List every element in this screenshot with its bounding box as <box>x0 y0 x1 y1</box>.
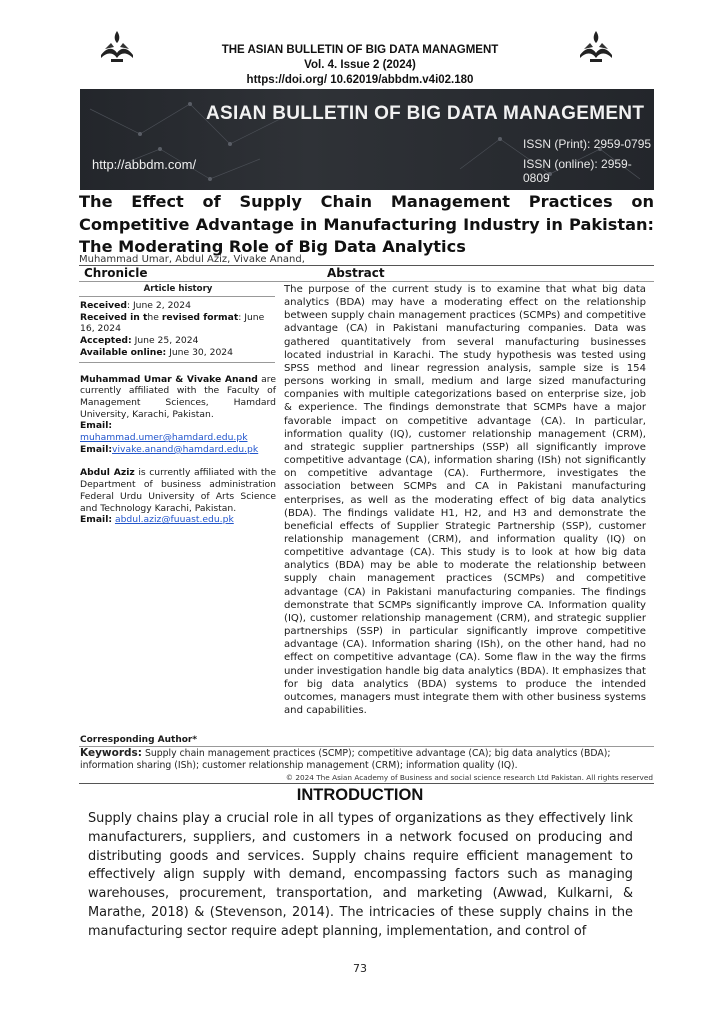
banner-title: ASIAN BULLETIN OF BIG DATA MANAGEMENT <box>206 103 645 124</box>
banner-url[interactable]: http://abbdm.com/ <box>92 157 197 172</box>
page-number: 73 <box>353 962 367 975</box>
banner-issn-online: ISSN (online): 2959-0809 <box>523 157 632 185</box>
corresponding-author: Corresponding Author* <box>80 735 198 745</box>
author1b-email: Email:vivake.anand@hamdard.edu.pk <box>80 443 259 455</box>
keywords-text: Supply chain management practices (SCMP); competitive advantage (CA); big data analytics (BDA); information sharing (ISh); customer relationship management (CRM); information quality (IQ). <box>80 748 611 772</box>
article-title: The Effect of Supply Chain Management Practices on Competitive Advantage in Manufacturing Industry in Pakistan: The Moderating Role of Big Data Analytics <box>79 192 654 256</box>
email-link-aziz[interactable]: abdul.aziz@fuuast.edu.pk <box>114 514 234 526</box>
chronicle-heading: Chronicle <box>84 266 148 280</box>
lamp-logo-right-icon <box>576 29 616 65</box>
keywords-label: Keywords: <box>80 747 142 759</box>
lamp-logo-left-icon <box>97 29 137 65</box>
author1-email-label: Email: <box>80 420 113 432</box>
copyright: © 2024 The Asian Academy of Business and social science research Ltd Pakistan. All rights reserved <box>285 773 653 782</box>
divider-heading <box>79 281 654 282</box>
divider-bottom <box>79 783 654 784</box>
journal-name: THE ASIAN BULLETIN OF BIG DATA MANAGMENT <box>221 44 499 56</box>
received-line: Received: June 2, 2024 <box>80 300 191 311</box>
email-link-anand[interactable]: vivake.anand@hamdard.edu.pk <box>112 443 259 455</box>
divider-history-bottom <box>79 362 275 363</box>
revised-line: Received in the revised format: June 16, 2024 <box>80 311 265 335</box>
introduction-text: Supply chains play a crucial role in all types of organizations as they effectively link manufacturers, suppliers, and customers in a network focused on producing and distributing goods and services. Supply chains require efficient management to effectively align supply with demand, encompassing factors such as managing warehouses, procurement, transportation, and marketing (Awwad, Kulkarni, & Marathe, 2018) & (Stevenson, 2014). The intricacies of these supply chains in the manufacturing sector require adept planning, implementation, and control of <box>88 811 633 939</box>
introduction-heading: INTRODUCTION <box>296 786 424 804</box>
author1-email <box>80 432 276 444</box>
journal-doi[interactable]: https://doi.org/ 10.62019/abbdm.v4i02.180 <box>246 74 474 86</box>
accepted-line: Accepted: June 25, 2024 <box>80 335 199 347</box>
email-link-umar[interactable]: muhammad.umer@hamdard.edu.pk <box>80 432 248 444</box>
author1-affiliation: Muhammad Umar & Vivake Anand are currently affiliated with the Faculty of Management Sciences, Hamdard University, Karachi, Pakistan. <box>80 373 276 420</box>
journal-volume: Vol. 4. Issue 2 (2024) <box>304 59 416 71</box>
journal-banner <box>80 89 654 190</box>
author2-email: Email: abdul.aziz@fuuast.edu.pk <box>80 514 234 526</box>
banner-issn-print: ISSN (Print): 2959-0795 <box>523 137 652 151</box>
article-authors: Muhammad Umar, Abdul Aziz, Vivake Anand, <box>79 254 305 265</box>
divider-history <box>79 296 275 297</box>
abstract-heading: Abstract <box>327 266 385 280</box>
chronicle-column <box>80 284 276 526</box>
keywords <box>80 747 654 772</box>
abstract-text: The purpose of the current study is to examine that what big data analytics (BDA) may have a moderating effect on the relationship between supply chain management practices (SCMPs) and competitive advantage (CA) in Pakistani manufacturing companies. Data was gathered quantitatively from several manufacturing businesses located industrial in Karachi. The study hypothesis was tested using SPSS method and linear regression analysis, sample size is 154 persons working in small, medium and large sized manufacturing companies with multiple categorizations based on enterprise size, job & experience. The findings demonstrate that SCMPs have a major favorable impact on competitive advantage (CA). In particular, information quality (IQ), customer relationship management (CRM), and strategic supplier partnerships (SSP) all significantly improve competitive advantage (CA), information sharing (ISh) not significantly on competitive advantage (CA). Furthermore, investigates the association between SCMPs and CA in Pakistani manufacturing enterprises, as well as the moderating effect of big data analytics (BDA). The findings validate H1, H2, and H3 and demonstrate the beneficial effects of Supplier Strategic Partnership (SSP), customer relationship management (CRM), and information quality (IQ) on competitive advantage (CA). This study is to look at how big data analytics (BDA) may be able to moderate the relationship between supply chain management practices (SCMPs) and competitive advantage (CA) in Pakistani manufacturing companies. The findings demonstrate that SCMPs significantly improve CA. Information quality (IQ), customer relationship management (CRM), and strategic supplier partnerships (SSP) in particular significantly improve competitive advantage (CA). Information sharing (ISh), on the other hand, had no effect on competitive advantage (CA). Some flaw in the way the firms under investigation handle big data analytics (BDA). It emphasizes that for big data analytics (BDA) systems to produce the intended outcomes, managers must integrate them with other business systems and capabilities. <box>284 284 646 716</box>
article-history-heading: Article history <box>143 284 213 294</box>
author2-affiliation: Abdul Aziz is currently affiliated with the Department of business administration Federal Urdu University of Arts Science and Technology Karachi, Pakistan. <box>80 467 276 514</box>
online-line: Available online: June 30, 2024 <box>80 346 233 358</box>
